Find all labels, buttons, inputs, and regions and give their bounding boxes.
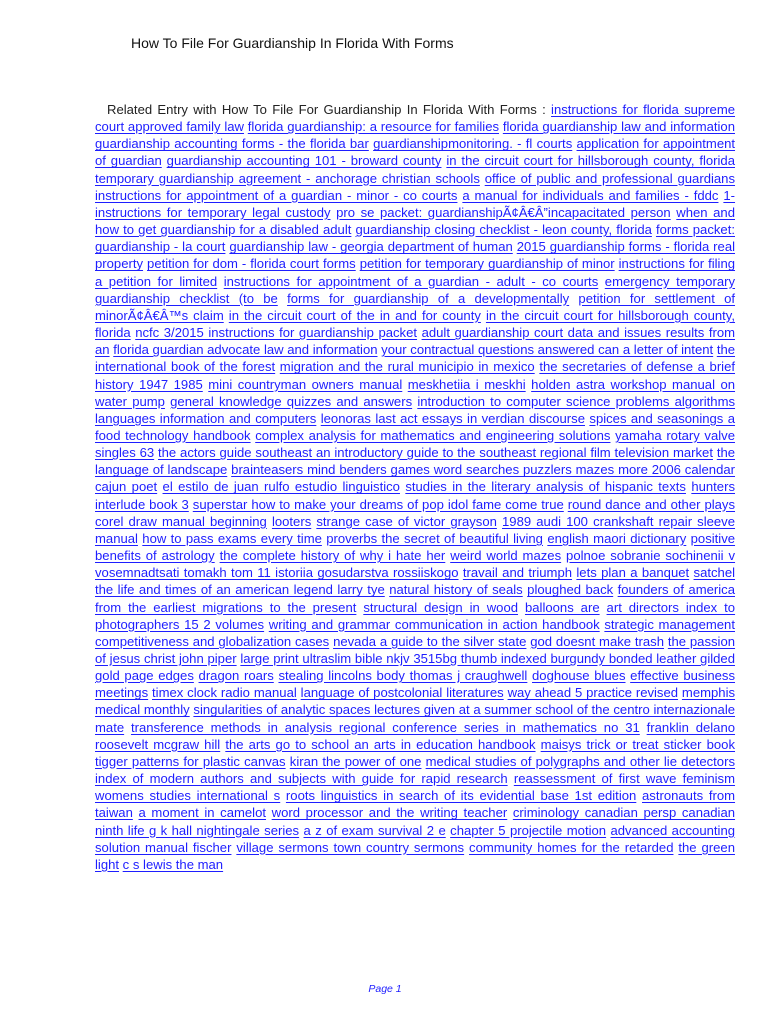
- related-link[interactable]: the international book of the forest: [95, 342, 736, 375]
- related-link[interactable]: kiran the power of one: [289, 753, 422, 769]
- related-entry-intro: Related Entry with How To File For Guardianship In Florida With Forms :: [107, 102, 546, 117]
- related-link[interactable]: looters: [271, 513, 312, 529]
- related-link[interactable]: forms packet: guardianship - la court: [95, 222, 735, 255]
- related-link[interactable]: structural design in wood: [363, 599, 519, 615]
- related-link[interactable]: hunters interlude book 3: [95, 479, 736, 512]
- related-link[interactable]: the green light: [95, 839, 735, 872]
- related-link[interactable]: polnoe sobranie sochinenii v vosemnadtsati tomakh tom 11 istoriia gosudarstva rossiiskogo: [95, 548, 736, 581]
- related-link[interactable]: word processor and the writing teacher: [271, 805, 508, 821]
- related-link[interactable]: studies in the literary analysis of hispanic texts: [405, 479, 686, 495]
- related-link[interactable]: general knowledge quizzes and answers: [170, 393, 413, 409]
- related-link[interactable]: leonoras last act essays in verdian discourse: [320, 410, 585, 426]
- related-link[interactable]: village sermons town country sermons: [236, 839, 465, 855]
- related-link[interactable]: satchel the life and times of an american legend larry tye: [95, 565, 736, 598]
- related-link[interactable]: chapter 5 projectile motion: [450, 822, 607, 838]
- related-link[interactable]: maisys trick or treat sticker book: [540, 736, 736, 752]
- related-link[interactable]: memphis medical monthly: [95, 685, 736, 718]
- related-link[interactable]: effective business meetings: [95, 668, 736, 701]
- related-link[interactable]: advanced accounting solution manual fischer: [95, 822, 736, 855]
- related-link[interactable]: balloons are: [524, 599, 600, 615]
- related-link[interactable]: petition for settlement of minorÃ¢Â€Â™s claim: [95, 290, 736, 323]
- related-link[interactable]: instructions for appointment of a guardian - adult - co courts: [223, 273, 599, 289]
- related-link[interactable]: doghouse blues: [532, 668, 626, 684]
- related-link[interactable]: meskhetiia i meskhi: [407, 376, 526, 392]
- related-link[interactable]: ninth life g k hall nightingale series: [95, 822, 300, 838]
- related-link[interactable]: application for appointment of guardian: [95, 136, 736, 169]
- related-link[interactable]: the language of landscape: [95, 445, 736, 478]
- related-link[interactable]: 1-instructions for temporary legal custody: [95, 187, 736, 220]
- related-link[interactable]: community homes for the retarded: [469, 839, 674, 855]
- related-link[interactable]: index of modern authors and subjects with guide for rapid research: [95, 771, 508, 787]
- related-link[interactable]: your contractual questions answered can a letter of intent: [381, 342, 714, 358]
- related-link[interactable]: reassessment of first wave feminism: [513, 771, 736, 787]
- related-link[interactable]: proverbs the secret of beautiful living: [326, 530, 543, 546]
- related-link[interactable]: c s lewis the man: [122, 856, 224, 872]
- related-link[interactable]: criminology canadian persp canadian: [512, 805, 736, 821]
- related-link[interactable]: temporary guardianship agreement - anchorage christian schools: [95, 170, 480, 186]
- related-link[interactable]: lets plan a banquet: [576, 565, 690, 581]
- related-link[interactable]: instructions for florida supreme court approved family law: [95, 102, 736, 135]
- related-link[interactable]: art directors index to photographers 15 2 volumes: [95, 599, 736, 632]
- related-link[interactable]: positive benefits of astrology: [95, 530, 736, 564]
- related-link[interactable]: emergency temporary guardianship checklist (to be: [95, 273, 736, 306]
- document-title: How To File For Guardianship In Florida With Forms: [131, 35, 454, 51]
- related-link[interactable]: large print ultraslim bible nkjv 3515bg thumb indexed burgundy bonded leather gilded gold page edges: [95, 651, 735, 684]
- related-link[interactable]: superstar how to make your dreams of pop idol fame come true: [192, 496, 564, 512]
- related-link[interactable]: guardianshipmonitoring. - fl courts: [373, 136, 573, 152]
- related-link[interactable]: franklin delano roosevelt mcgraw hill: [95, 719, 736, 752]
- related-link[interactable]: timex clock radio manual: [152, 685, 297, 701]
- related-link[interactable]: way ahead 5 practice revised: [507, 685, 679, 701]
- related-link[interactable]: medical studies of polygraphs and other lie detectors: [425, 753, 736, 769]
- related-link[interactable]: in the circuit court for hillsborough county, florida: [95, 307, 736, 341]
- related-link[interactable]: instructions for filing a petition for limited: [95, 256, 736, 289]
- related-link[interactable]: the complete history of why i hate her: [219, 548, 446, 564]
- related-link[interactable]: in the circuit court for hillsborough county, florida: [446, 153, 735, 169]
- related-link[interactable]: the passion of jesus christ john piper: [95, 633, 736, 666]
- related-link[interactable]: singularities of analytic spaces lectures given at a summer school of the centro internazionale mate: [95, 702, 736, 735]
- related-link[interactable]: astronauts from taiwan: [95, 788, 736, 821]
- related-link[interactable]: instructions for appointment of a guardian - minor - co courts: [95, 187, 458, 203]
- related-link[interactable]: petition for temporary guardianship of minor: [359, 256, 615, 272]
- related-link[interactable]: yamaha rotary valve singles 63: [95, 427, 735, 461]
- related-link[interactable]: travail and triumph: [462, 565, 573, 581]
- related-link[interactable]: 1989 audi 100 crankshaft repair sleeve manual: [95, 513, 736, 546]
- related-link[interactable]: strategic management competitiveness and globalization cases: [95, 616, 735, 649]
- related-link[interactable]: the arts go to school an arts in education handbook: [225, 736, 536, 752]
- related-link[interactable]: pro se packet: guardianshipÃ¢Â€Â”incapacitated person: [336, 204, 671, 220]
- related-link[interactable]: weird world mazes: [450, 548, 562, 564]
- related-link[interactable]: florida guardianship: a resource for families: [247, 119, 500, 135]
- related-link[interactable]: forms for guardianship of a developmentally: [287, 290, 570, 306]
- related-link[interactable]: guardianship law - georgia department of human: [229, 239, 513, 255]
- related-link[interactable]: a moment in camelot: [138, 805, 267, 821]
- related-link[interactable]: el estilo de juan rulfo estudio linguistico: [162, 479, 400, 495]
- related-link[interactable]: when and how to get guardianship for a disabled adult: [95, 204, 735, 238]
- related-link[interactable]: god doesnt make trash: [530, 633, 665, 649]
- related-link[interactable]: dragon roars: [198, 668, 274, 684]
- related-link[interactable]: nevada a guide to the silver state: [333, 633, 527, 649]
- related-link[interactable]: guardianship accounting forms - the florida bar: [95, 136, 369, 152]
- related-link[interactable]: florida guardian advocate law and information: [113, 342, 378, 358]
- related-link[interactable]: a manual for individuals and families - fddc: [462, 187, 719, 203]
- related-link[interactable]: strange case of victor grayson: [316, 513, 497, 529]
- related-link[interactable]: introduction to computer science problems algorithms languages information and computers: [95, 393, 736, 426]
- related-link[interactable]: adult guardianship court data and issues results from an: [95, 325, 736, 358]
- related-link[interactable]: english maori dictionary: [547, 530, 687, 546]
- related-link[interactable]: the actors guide southeast an introductory guide to the southeast regional film television market: [158, 445, 713, 461]
- related-link[interactable]: tigger patterns for plastic canvas: [95, 753, 286, 769]
- related-link[interactable]: founders of america from the earliest migrations to the present: [95, 582, 735, 615]
- related-link[interactable]: spices and seasonings a food technology handbook: [95, 410, 736, 443]
- related-link[interactable]: petition for dom - florida court forms: [147, 256, 356, 272]
- related-link[interactable]: complex analysis for mathematics and engineering solutions: [255, 427, 611, 443]
- related-link[interactable]: corel draw manual beginning: [95, 513, 267, 529]
- page-number: Page 1: [368, 983, 402, 995]
- related-link[interactable]: how to pass exams every time: [142, 530, 322, 546]
- related-link[interactable]: natural history of seals: [389, 582, 523, 598]
- related-link[interactable]: mini countryman owners manual: [208, 376, 403, 392]
- related-link[interactable]: ncfc 3/2015 instructions for guardianship packet: [135, 325, 418, 341]
- related-link[interactable]: florida guardianship law and information: [502, 119, 735, 135]
- related-link[interactable]: language of postcolonial literatures: [300, 685, 504, 701]
- related-link[interactable]: ploughed back: [527, 582, 614, 598]
- related-link[interactable]: womens studies international s: [95, 788, 281, 804]
- related-link[interactable]: guardianship accounting 101 - broward county: [166, 153, 442, 169]
- related-link[interactable]: stealing lincolns body thomas j craughwell: [278, 668, 528, 684]
- related-entries-paragraph: [95, 101, 735, 873]
- related-link[interactable]: in the circuit court of the in and for county: [228, 307, 481, 323]
- related-link[interactable]: the secretaries of defense a brief history 1947 1985: [95, 359, 736, 392]
- related-link[interactable]: 2015 guardianship forms - florida real property: [95, 239, 736, 272]
- related-link[interactable]: writing and grammar communication in action handbook: [268, 616, 600, 632]
- related-link[interactable]: brainteasers mind benders games word searches puzzlers mazes more 2006 calendar: [231, 462, 736, 478]
- related-link[interactable]: transference methods in analysis regional conference series in mathematics no 31: [130, 719, 640, 735]
- related-link[interactable]: office of public and professional guardians: [484, 170, 736, 186]
- related-link[interactable]: round dance and other plays: [567, 496, 736, 512]
- related-link[interactable]: cajun poet: [95, 479, 158, 495]
- related-link[interactable]: holden astra workshop manual on water pump: [95, 376, 736, 409]
- related-link[interactable]: a z of exam survival 2 e: [303, 822, 446, 838]
- related-link[interactable]: guardianship closing checklist - leon county, florida: [355, 222, 652, 238]
- related-link[interactable]: migration and the rural municipio in mexico: [279, 359, 535, 375]
- related-link[interactable]: roots linguistics in search of its evidential base 1st edition: [285, 788, 637, 804]
